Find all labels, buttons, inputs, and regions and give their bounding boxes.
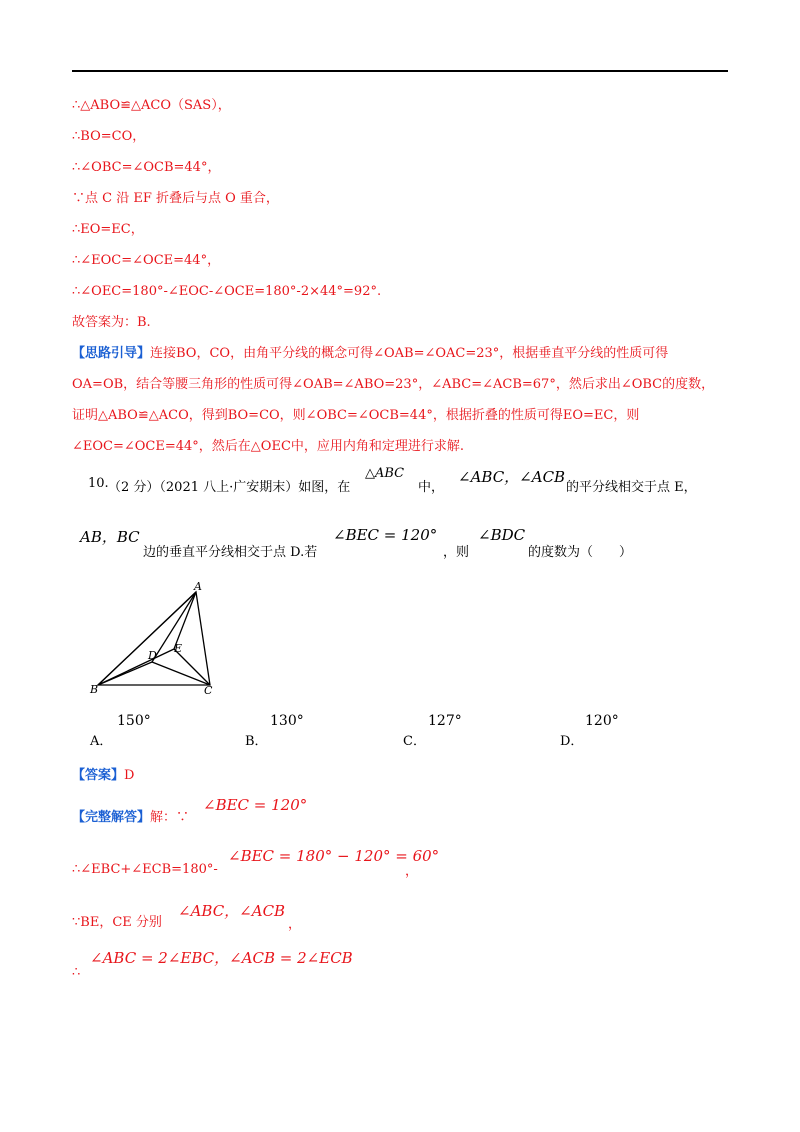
option-b-value[interactable]: 130° [270, 713, 304, 729]
hint-line: ∠EOC=∠OCE=44°，然后在△OEC中，应用内角和定理进行求解. [72, 439, 465, 454]
question-text: 的度数为（ ） [528, 545, 633, 560]
question-number: 10. [88, 476, 109, 491]
question-text: 边的垂直平分线相交于点 D.若 [143, 545, 318, 560]
answer-line [72, 768, 134, 784]
hint-line: OA=OB，结合等腰三角形的性质可得∠OAB=∠ABO=23°，∠ABC=∠ACB=67°，然后求出∠OBC的度数， [72, 377, 715, 392]
label-b: B [90, 683, 99, 696]
solution-line: 故答案为：B. [72, 315, 151, 330]
answer-value: D [124, 768, 135, 783]
angle-bec-equation: ∠BEC = 120° [333, 526, 438, 544]
equation-bec: ∠BEC = 120° [203, 796, 308, 814]
triangle-abc-shape [98, 592, 210, 685]
full-solution-line-4: ∴ [72, 965, 81, 980]
solution-line: ∴△ABO≌△ACO（SAS）， [72, 98, 231, 113]
option-b-letter[interactable]: B． [245, 734, 268, 749]
equation-ebc-ecb: ∠BEC = 180° − 120° = 60° [228, 847, 440, 865]
header-rule [72, 70, 728, 72]
question-meta: （2 分）（2021 八上·广安期末）如图，在 [108, 480, 351, 495]
answer-label: 【答案】 [72, 768, 125, 783]
punct: ， [288, 917, 302, 932]
triangle-abc: △ABC [365, 466, 405, 481]
segments-ab-bc: AB，BC [80, 528, 140, 546]
label-c: C [204, 684, 213, 697]
solution-line: ∴EO=EC， [72, 222, 144, 237]
question-text: ，则 [443, 545, 470, 560]
solution-line: ∵点 C 沿 EF 折叠后与点 O 重合， [72, 191, 279, 206]
angle-bdc: ∠BDC [478, 526, 526, 544]
full-solution-label: 【完整解答】 [72, 810, 151, 825]
hint-line-1: 【思路引导】连接BO，CO，由角平分线的概念可得∠OAB=∠OAC=23°，根据垂直平分线的性质可得 [72, 346, 669, 361]
hint-line: 证明△ABO≌△ACO，得到BO=CO，则∠OBC=∠OCB=44°，根据折叠的性质可得EO=EC，则 [72, 408, 640, 423]
angles-bisected: ∠ABC，∠ACB [178, 902, 286, 920]
solution-line: ∴∠OEC=180°-∠EOC-∠OCE=180°-2×44°=92°. [72, 284, 382, 299]
label-e: E [174, 642, 183, 655]
option-c-value[interactable]: 127° [428, 713, 462, 729]
question-text: 的平分线相交于点 E， [566, 480, 697, 495]
label-d: D [148, 649, 157, 662]
option-d-letter[interactable]: D． [560, 734, 584, 749]
solution-line: ∴∠OBC=∠OCB=44°， [72, 160, 221, 175]
question-text: 中， [418, 480, 445, 495]
solution-line: ∴BO=CO， [72, 129, 146, 144]
option-a-letter[interactable]: A． [90, 734, 113, 749]
triangle-figure [86, 580, 226, 698]
option-a-value[interactable]: 150° [117, 713, 151, 729]
option-c-letter[interactable]: C． [403, 734, 426, 749]
hint-label: 【思路引导】 [72, 346, 151, 361]
equation-double-angles: ∠ABC = 2∠EBC，∠ACB = 2∠ECB [90, 949, 353, 967]
punct: ， [405, 864, 419, 879]
label-a: A [194, 580, 202, 593]
solution-line: ∴∠EOC=∠OCE=44°， [72, 253, 221, 268]
full-solution-line-2: ∴∠EBC+∠ECB=180°- [72, 862, 218, 877]
option-d-value[interactable]: 120° [585, 713, 619, 729]
full-solution-line-3: ∵BE，CE 分别 [72, 915, 162, 930]
full-solution-line-1: 【完整解答】解：∵ [72, 810, 190, 825]
angles-abc-acb: ∠ABC，∠ACB [458, 468, 566, 486]
